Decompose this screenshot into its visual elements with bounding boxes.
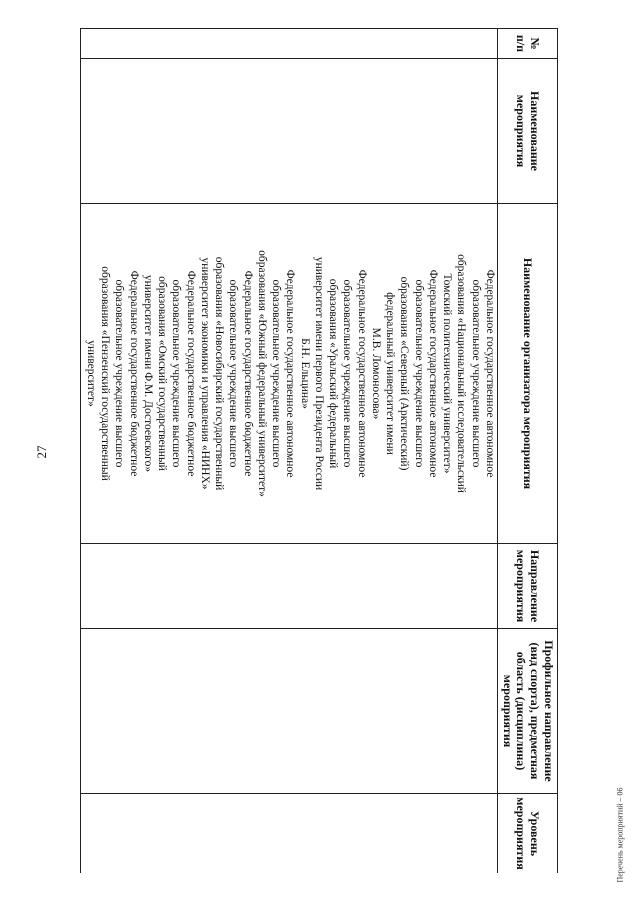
organizer-line: Федеральное государственное бюджетное (184, 270, 197, 477)
organizer-line: образования «Уральский федеральный (327, 278, 340, 469)
organizer-line: образования «Национальный исследовательский (455, 254, 468, 493)
organizer-line: Федеральное государственное автономное (355, 269, 368, 478)
organizer-line: образования «Омский государственный (156, 276, 169, 471)
cell-level (81, 794, 498, 874)
header-num: № п/п (497, 29, 557, 59)
events-table (80, 28, 558, 873)
header-direction: Направление мероприятия (497, 544, 557, 629)
organizer-line: университет» (84, 340, 97, 407)
rotated-table-frame (80, 28, 558, 873)
header-profile: Профильное направление (вид спорта), предметная область (дисциплина) мероприятия (497, 629, 557, 794)
organizer-line: образовательное учреждение высшего (412, 279, 425, 468)
header-event-name: Наименование мероприятия (497, 59, 557, 204)
cell-event-name (81, 59, 498, 204)
organizer-line: М.В. Ломоносова» (369, 327, 382, 420)
organizer-line: образования «Южный федеральный университет» (255, 250, 268, 497)
organizer-line: Б.Н. Ельцина» (298, 338, 311, 409)
header-level: Уровень мероприятия (497, 794, 557, 874)
organizer-line: Федеральное государственное автономное (483, 269, 496, 478)
cell-profile (81, 629, 498, 794)
organizer-line: университет экономики и управления «НИНХ» (198, 257, 211, 490)
events-table-container (80, 28, 558, 873)
organizer-line: образовательное учреждение высшего (270, 279, 283, 468)
organizer-line: Федеральное государственное бюджетное (127, 270, 140, 477)
table-row (81, 29, 498, 874)
organizer-line: образовательное учреждение высшего (227, 279, 240, 468)
document-footer: Перечень мероприятий – 06 (615, 787, 625, 883)
organizer-line: Томский политехнический университет» (441, 273, 454, 474)
organizer-line: Федеральное государственное автономное (284, 269, 297, 478)
cell-direction (81, 544, 498, 629)
organizer-line: университет имени Ф.М. Достоевского» (141, 274, 154, 473)
page-number: 27 (34, 445, 49, 459)
organizer-line: образовательное учреждение высшего (469, 279, 482, 468)
organizer-line: образования «Северный (Арктический) (398, 276, 411, 471)
organizer-line: образовательное учреждение высшего (341, 279, 354, 468)
cell-organizer (81, 204, 498, 544)
organizer-line: федеральный университет имени (384, 292, 397, 455)
organizer-line: образования «Новосибирский государственный (213, 256, 226, 491)
organizer-line: образования «Пензенский государственный (99, 266, 112, 481)
organizer-line: Федеральное государственное бюджетное (241, 270, 254, 477)
cell-num (81, 29, 498, 59)
table-header-row (497, 29, 557, 874)
header-organizer: Наименование организатора мероприятия (497, 204, 557, 544)
organizer-line: образовательное учреждение высшего (113, 279, 126, 468)
organizer-line: Федеральное государственное автономное (426, 269, 439, 478)
organizer-line: образовательное учреждение высшего (170, 279, 183, 468)
organizer-line: университет имени первого Президента России (312, 256, 325, 491)
